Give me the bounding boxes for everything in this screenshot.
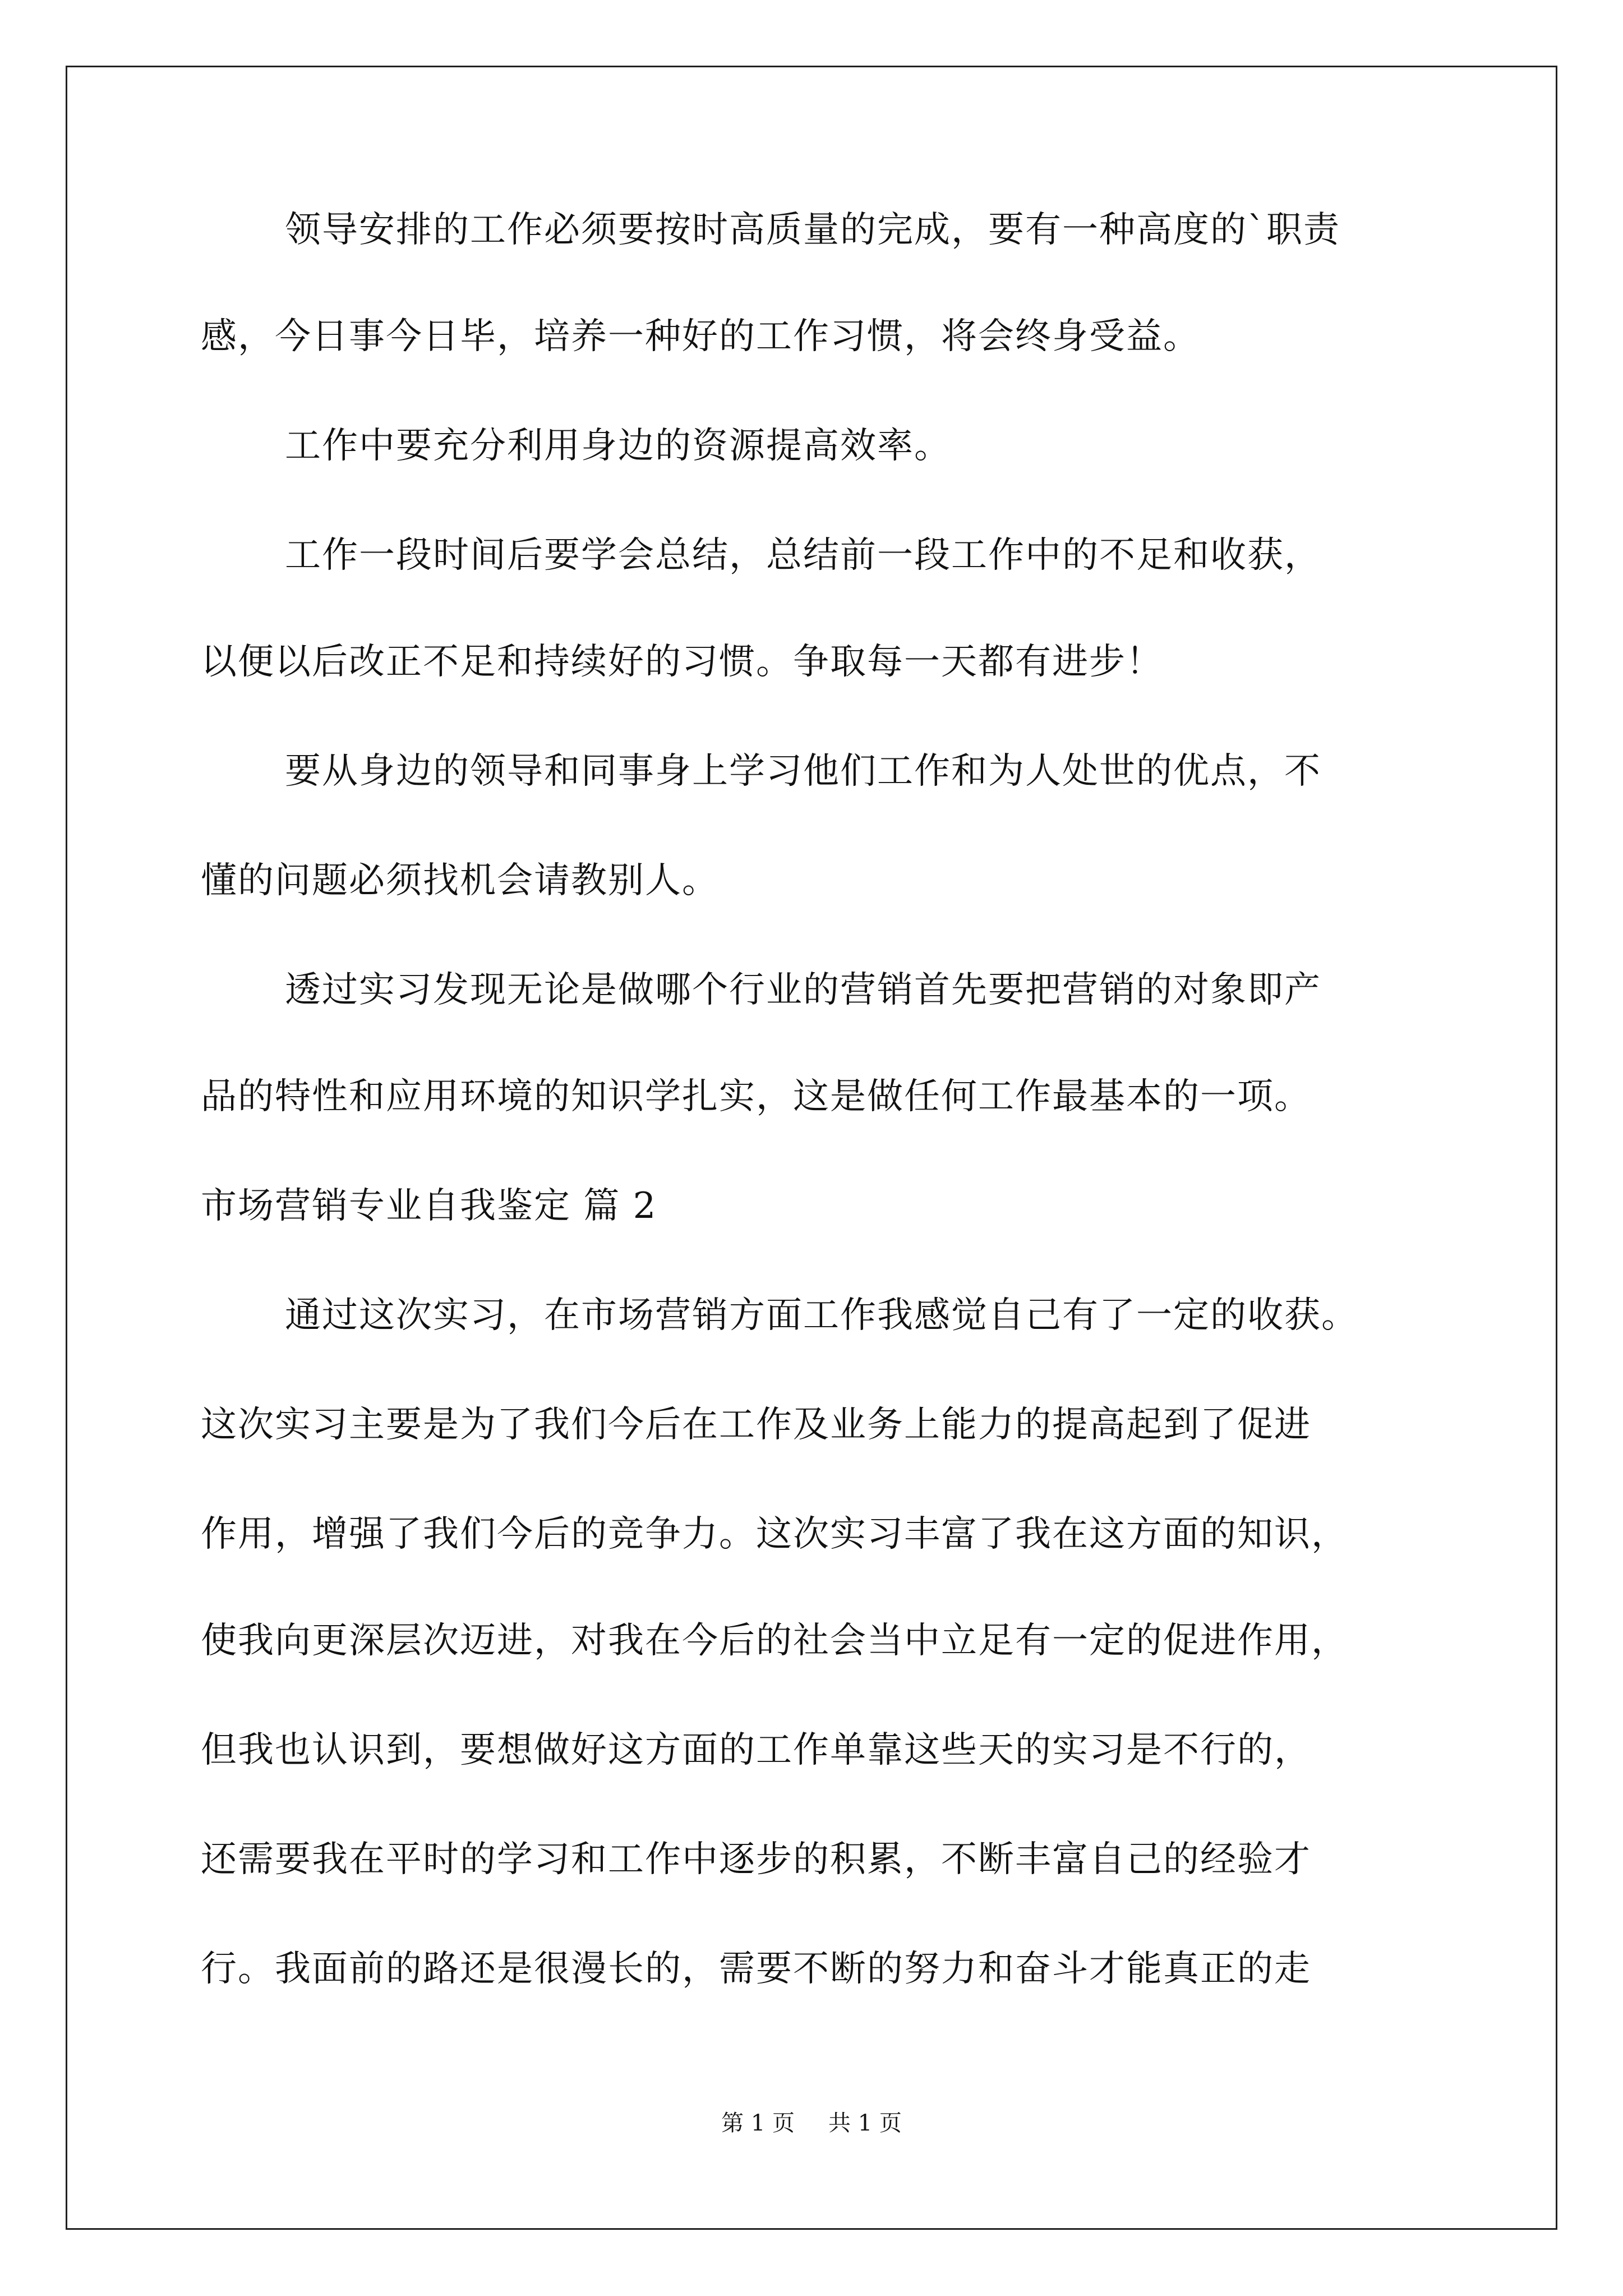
paragraph-line: 作用，增强了我们今后的竞争力。这次实习丰富了我在这方面的知识， bbox=[201, 1513, 1348, 1555]
page-footer bbox=[0, 2106, 1623, 2140]
page-total: 共 1 页 bbox=[828, 2110, 902, 2136]
section-heading: 市场营销专业自我鉴定 篇 2 bbox=[201, 1185, 657, 1227]
paragraph-line: 透过实习发现无论是做哪个行业的营销首先要把营销的对象即产 bbox=[285, 969, 1321, 1011]
paragraph-line: 要从身边的领导和同事身上学习他们工作和为人处世的优点，不 bbox=[285, 751, 1321, 792]
paragraph-line: 使我向更深层次迈进，对我在今后的社会当中立足有一定的促进作用， bbox=[201, 1620, 1348, 1662]
paragraph-line: 还需要我在平时的学习和工作中逐步的积累，不断丰富自己的经验才 bbox=[201, 1839, 1311, 1880]
paragraph-line: 领导安排的工作必须要按时高质量的完成，要有一种高度的`职责 bbox=[285, 209, 1340, 251]
paragraph-line: 通过这次实习，在市场营销方面工作我感觉自己有了一定的收获。 bbox=[285, 1295, 1358, 1336]
page-number: 第 1 页 bbox=[721, 2110, 795, 2136]
paragraph-line: 行。我面前的路还是很漫长的，需要不断的努力和奋斗才能真正的走 bbox=[201, 1948, 1311, 1990]
paragraph-line: 以便以后改正不足和持续好的习惯。争取每一天都有进步！ bbox=[201, 641, 1163, 683]
paragraph-line: 但我也认识到，要想做好这方面的工作单靠这些天的实习是不行的， bbox=[201, 1729, 1311, 1771]
page-border bbox=[66, 66, 1557, 2230]
paragraph-line: 懂的问题必须找机会请教别人。 bbox=[201, 860, 719, 901]
paragraph-line: 品的特性和应用环境的知识学扎实，这是做任何工作最基本的一项。 bbox=[201, 1076, 1311, 1117]
paragraph-line: 这次实习主要是为了我们今后在工作及业务上能力的提高起到了促进 bbox=[201, 1404, 1311, 1446]
paragraph-line: 工作中要充分利用身边的资源提高效率。 bbox=[285, 425, 951, 467]
paragraph-line: 感，今日事今日毕，培养一种好的工作习惯，将会终身受益。 bbox=[201, 316, 1200, 357]
paragraph-line: 工作一段时间后要学会总结，总结前一段工作中的不足和收获， bbox=[285, 535, 1321, 576]
